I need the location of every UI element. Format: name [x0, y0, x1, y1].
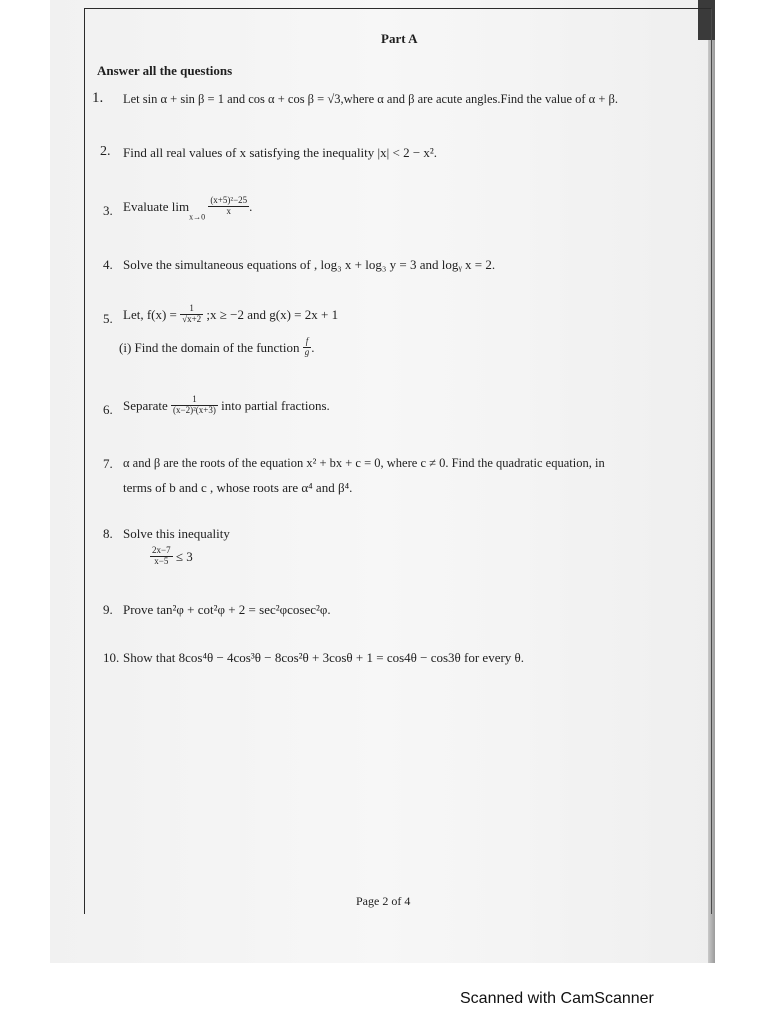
denominator: x−5 — [154, 555, 169, 566]
question-text: Prove tan²φ + cot²φ + 2 = sec²φcosec²φ. — [123, 602, 331, 617]
numerator: (x+5)²−25 — [210, 195, 248, 205]
question-number: 2. — [100, 144, 111, 159]
numerator: 1 — [180, 304, 203, 315]
part-title: Part A — [381, 31, 418, 46]
question-number: 7. — [103, 456, 113, 471]
trailing-text: . — [311, 339, 315, 355]
question-text: Let sin α + sin β = 1 and cos α + cos β = √3,where α and β are acute angles.Find the value of α + β. — [123, 92, 619, 106]
question-number: 4. — [103, 257, 113, 272]
denominator: x — [226, 205, 231, 216]
fraction — [150, 546, 173, 567]
question-text: Solve this inequality — [123, 526, 230, 541]
question-text: Find all real values of x satisfying the inequality |x| < 2 − x². — [123, 145, 438, 160]
text-pre: Separate — [123, 397, 168, 413]
sub-question — [119, 337, 315, 358]
denominator: g — [304, 346, 310, 357]
inequality-rhs: ≤ 3 — [175, 548, 193, 564]
fraction — [180, 304, 203, 325]
text-post: into partial fractions. — [221, 397, 330, 413]
fraction — [208, 196, 249, 217]
text-post: ;x ≥ −2 and g(x) = 2x + 1 — [206, 306, 339, 322]
numerator: 2x−7 — [152, 545, 171, 555]
sub-text: Find the domain of the function — [134, 339, 300, 355]
camscanner-watermark: Scanned with CamScanner — [460, 990, 654, 1007]
trailing-text: . — [249, 198, 253, 214]
denominator: (x−2)²(x+3) — [173, 404, 216, 415]
inequality — [150, 546, 193, 567]
limit-subscript: x→0 — [189, 212, 206, 222]
question-text: Show that 8cos⁴θ − 4cos³θ − 8cos²θ + 3cosθ + 1 = cos4θ − cos3θ for every θ. — [123, 650, 525, 665]
numerator: f — [303, 337, 312, 348]
question-number: 9. — [103, 602, 113, 617]
denominator: √x+2 — [182, 313, 202, 324]
question-text: Solve the simultaneous equations of , log₃ x + log₃ y = 3 and logᵧ x = 2. — [123, 257, 496, 272]
instruction: Answer all the questions — [97, 63, 233, 78]
question-number: 3. — [103, 203, 113, 218]
text-pre: Let, f(x) = — [123, 306, 177, 322]
question-text — [123, 196, 252, 221]
question-text-line2: terms of b and c , whose roots are α⁴ and β⁴. — [123, 480, 353, 495]
question-number: 5. — [103, 311, 113, 326]
question-number: 6. — [103, 402, 113, 417]
sub-label: (i) — [119, 339, 132, 355]
question-text — [123, 304, 338, 325]
page-number: Page 2 of 4 — [356, 894, 411, 908]
question-number: 1. — [92, 90, 104, 106]
question-text-line1: α and β are the roots of the equation x² + bx + c = 0, where c ≠ 0. Find the quadratic equation, in — [123, 456, 605, 470]
question-number: 10. — [103, 650, 120, 665]
question-number: 8. — [103, 526, 113, 541]
limit-text: Evaluate lim — [123, 198, 190, 214]
numerator: 1 — [171, 395, 218, 406]
fraction — [171, 395, 218, 416]
question-text — [123, 395, 330, 416]
